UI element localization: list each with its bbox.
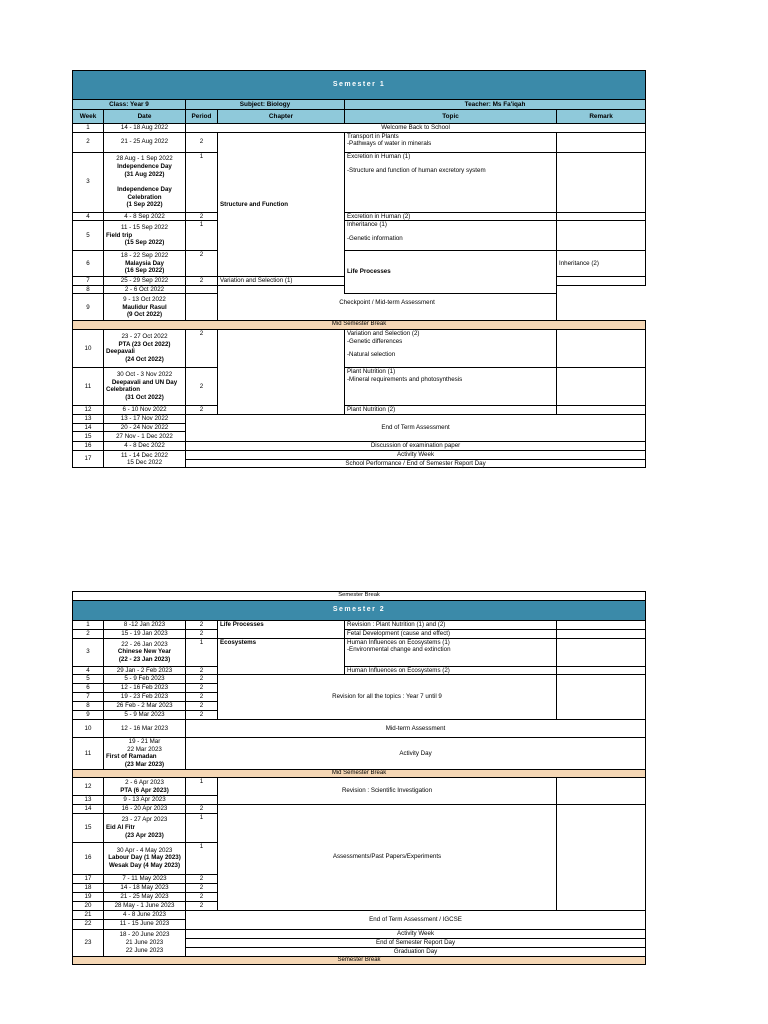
date-line: 28 Aug - 1 Sep 2022 bbox=[116, 155, 173, 163]
date-cell bbox=[104, 813, 186, 842]
week-cell: 2 bbox=[73, 132, 104, 152]
holiday-line: Labour Day (1 May 2023) bbox=[108, 854, 181, 862]
col-date: Date bbox=[104, 110, 186, 124]
table-row bbox=[73, 285, 646, 294]
period-cell: 2 bbox=[186, 329, 218, 367]
period-chapter-cell bbox=[186, 294, 345, 321]
date-cell: 11 - 15 June 2023 bbox=[104, 919, 186, 929]
date-line: 15 Dec 2022 bbox=[126, 459, 163, 467]
date-cell: 26 Feb - 2 Mar 2023 bbox=[104, 702, 186, 711]
date-cell bbox=[104, 152, 186, 212]
table-row bbox=[73, 666, 646, 675]
table-row bbox=[73, 251, 646, 277]
date-cell: 9 - 13 Apr 2023 bbox=[104, 796, 186, 805]
week-cell: 9 bbox=[73, 294, 104, 321]
period-cell: 2 bbox=[186, 883, 218, 892]
holiday-line: Celebration bbox=[127, 193, 162, 201]
week-cell: 5 bbox=[73, 221, 104, 251]
period-cell: 2 bbox=[186, 874, 218, 883]
period-cell: 2 bbox=[186, 405, 218, 414]
date-cell: 12 - 16 Mar 2023 bbox=[104, 720, 186, 738]
table-row bbox=[73, 367, 646, 405]
date-line: 21 June 2023 bbox=[125, 938, 164, 946]
week-cell: 12 bbox=[73, 778, 104, 796]
table-row bbox=[73, 451, 646, 468]
topic-cell: Human Influences on Ecosystems (2) bbox=[345, 666, 557, 675]
table-row bbox=[73, 212, 646, 221]
period-cell: 2 bbox=[186, 251, 218, 277]
remark-cell bbox=[557, 212, 646, 221]
holiday-line: (24 Oct 2022) bbox=[125, 356, 164, 364]
table-row bbox=[73, 929, 646, 956]
topic-line: -Pathways of water in minerals bbox=[347, 140, 432, 148]
date-cell: 8 -12 Jan 2023 bbox=[104, 620, 186, 629]
topic-cell: Fetal Development (cause and effect) bbox=[345, 629, 557, 638]
topic-cell bbox=[345, 152, 557, 212]
date-cell: 25 - 29 Sep 2022 bbox=[104, 277, 186, 286]
week-cell: 8 bbox=[73, 285, 104, 294]
date-cell: 4 - 8 Dec 2022 bbox=[104, 442, 186, 451]
holiday-line: (16 Sep 2022) bbox=[124, 267, 165, 275]
holiday-line: Eid Al Fitr bbox=[106, 823, 135, 831]
date-cell: 21 - 25 Aug 2022 bbox=[104, 132, 186, 152]
col-week: Week bbox=[73, 110, 104, 124]
remark-cell bbox=[557, 778, 646, 805]
remark-cell bbox=[557, 152, 646, 212]
topic-line: -Mineral requirements and photosynthesis bbox=[347, 375, 463, 383]
date-line: 22 - 26 Jan 2023 bbox=[121, 640, 168, 648]
date-cell: 7 - 11 May 2023 bbox=[104, 874, 186, 883]
date-cell: 2 - 6 Oct 2022 bbox=[104, 285, 186, 294]
date-cell: 14 - 18 Aug 2022 bbox=[104, 124, 186, 133]
period-cell: 2 bbox=[186, 804, 218, 813]
date-cell: 6 - 10 Nov 2022 bbox=[104, 405, 186, 414]
date-cell: 12 - 16 Feb 2023 bbox=[104, 684, 186, 693]
week-cell: 6 bbox=[73, 251, 104, 277]
remark-cell bbox=[557, 620, 646, 629]
table-row bbox=[73, 720, 646, 738]
semester-1-table bbox=[72, 70, 645, 468]
date-line: 18 - 20 June 2023 bbox=[119, 931, 170, 939]
mid-semester-break: Mid Semester Break bbox=[73, 769, 646, 778]
topic-cell bbox=[345, 638, 557, 666]
holiday-line: (22 - 23 Jan 2023) bbox=[118, 655, 171, 663]
week-cell: 2 bbox=[73, 629, 104, 638]
period-cell: 2 bbox=[186, 684, 218, 693]
remark-cell bbox=[557, 367, 646, 405]
table-row bbox=[73, 629, 646, 638]
remark-cell bbox=[557, 675, 646, 720]
week-cell: 10 bbox=[73, 720, 104, 738]
table-row bbox=[73, 152, 646, 212]
holiday-line: PTA (23 Oct 2022) bbox=[118, 340, 171, 348]
week-cell: 6 bbox=[73, 684, 104, 693]
holiday-line: (23 Mar 2023) bbox=[124, 760, 165, 768]
week-cell: 15 bbox=[73, 432, 104, 442]
week-cell: 17 bbox=[73, 874, 104, 883]
date-cell bbox=[104, 451, 186, 468]
date-cell bbox=[104, 778, 186, 796]
remark-cell bbox=[557, 277, 646, 286]
subject-label: Subject: Biology bbox=[186, 100, 345, 110]
event-line: PTA (6 Apr 2023) bbox=[120, 786, 169, 794]
week-cell: 15 bbox=[73, 813, 104, 842]
topic-cell: Excretion in Human (2) bbox=[345, 212, 557, 221]
date-cell: 21 - 25 May 2023 bbox=[104, 892, 186, 901]
week-cell: 21 bbox=[73, 910, 104, 919]
week-cell: 11 bbox=[73, 738, 104, 769]
period-cell: 1 bbox=[186, 152, 218, 212]
week-cell: 5 bbox=[73, 675, 104, 684]
week-cell: 22 bbox=[73, 919, 104, 929]
date-cell bbox=[104, 251, 186, 277]
period-cell: 1 bbox=[186, 778, 218, 796]
holiday-line: (31 Oct 2022) bbox=[125, 394, 164, 402]
topic-line: Graduation Day bbox=[393, 947, 438, 955]
date-cell bbox=[104, 842, 186, 874]
topic-cell bbox=[186, 451, 646, 468]
period-cell: 1 bbox=[186, 813, 218, 842]
period-cell: 2 bbox=[186, 367, 218, 405]
date-line: 30 Apr - 4 May 2023 bbox=[116, 846, 173, 854]
topic-cell: Plant Nutrition (2) bbox=[345, 405, 557, 414]
week-cell: 9 bbox=[73, 711, 104, 720]
week-cell: 7 bbox=[73, 693, 104, 702]
col-remark: Remark bbox=[557, 110, 646, 124]
date-cell bbox=[104, 638, 186, 666]
table-row bbox=[73, 910, 646, 919]
topic-cell: Revision : Scientific Investigation bbox=[218, 778, 557, 805]
topic-cell: Activity Day bbox=[186, 738, 646, 769]
topic-cell: Variation and Selection (1) bbox=[218, 277, 345, 286]
period-cell: 2 bbox=[186, 212, 218, 221]
week-cell: 8 bbox=[73, 702, 104, 711]
holiday-line: First of Ramadan bbox=[106, 753, 157, 761]
table-row bbox=[73, 778, 646, 796]
date-cell: 16 - 20 Apr 2023 bbox=[104, 804, 186, 813]
topic-line: Excretion in Human (1) bbox=[347, 152, 411, 160]
week-cell: 18 bbox=[73, 883, 104, 892]
class-label: Class: Year 9 bbox=[73, 100, 186, 110]
revision-cell: Revision for all the topics : Year 7 until 9 bbox=[218, 675, 557, 720]
date-cell bbox=[104, 294, 186, 321]
date-cell: 19 - 23 Feb 2023 bbox=[104, 693, 186, 702]
topic-cell bbox=[186, 929, 646, 956]
period-cell: 2 bbox=[186, 132, 218, 152]
period-cell: 2 bbox=[186, 901, 218, 910]
week-cell: 17 bbox=[73, 451, 104, 468]
week-cell: 7 bbox=[73, 277, 104, 286]
remark-cell bbox=[557, 629, 646, 638]
semester-2-table bbox=[72, 591, 645, 965]
date-cell: 29 Jan - 2 Feb 2023 bbox=[104, 666, 186, 675]
date-cell bbox=[104, 221, 186, 251]
topic-line: End of Semester Report Day bbox=[186, 939, 646, 948]
week-cell: 10 bbox=[73, 329, 104, 367]
topic-line: -Genetic differences bbox=[347, 337, 403, 345]
holiday-line: Independence Day bbox=[117, 186, 172, 194]
semester-title: Semester 2 bbox=[73, 600, 646, 620]
period-cell: 2 bbox=[186, 277, 218, 286]
chapter-cell: Structure and Function bbox=[218, 132, 345, 277]
week-cell: 16 bbox=[73, 442, 104, 451]
date-line: 19 - 21 Mar bbox=[128, 738, 161, 746]
topic-cell: Discussion of examination paper bbox=[186, 442, 646, 451]
period-cell: 2 bbox=[186, 666, 218, 675]
date-cell: 5 - 9 Mar 2023 bbox=[104, 711, 186, 720]
col-chapter: Chapter bbox=[218, 110, 345, 124]
week-cell: 23 bbox=[73, 929, 104, 956]
holiday-line: Independence Day bbox=[117, 162, 172, 170]
topic-cell: Assessments/Past Papers/Experiments bbox=[218, 804, 557, 910]
date-cell: 4 - 8 Sep 2022 bbox=[104, 212, 186, 221]
week-cell: 11 bbox=[73, 367, 104, 405]
topic-line: -Natural selection bbox=[347, 351, 396, 359]
date-line: 23 - 27 Apr 2023 bbox=[121, 816, 168, 824]
topic-line: Human Influences on Ecosystems (1) bbox=[347, 638, 450, 646]
semester-break-top: Semester Break bbox=[73, 592, 646, 601]
topic-line: Inheritance (1) bbox=[347, 221, 387, 229]
week-cell: 20 bbox=[73, 901, 104, 910]
date-cell: 5 - 9 Feb 2023 bbox=[104, 675, 186, 684]
date-line: 22 Mar 2023 bbox=[127, 745, 162, 753]
date-cell: 15 - 19 Jan 2023 bbox=[104, 629, 186, 638]
holiday-line: Maulidur Rasul bbox=[122, 303, 167, 311]
date-cell: 20 - 24 Nov 2022 bbox=[104, 423, 186, 432]
assessment-cell: End of Term Assessment / IGCSE bbox=[186, 910, 646, 929]
remark-cell bbox=[557, 666, 646, 675]
topic-cell bbox=[345, 132, 557, 152]
holiday-line: (23 Apr 2023) bbox=[125, 831, 164, 839]
holiday-line: (1 Sep 2022) bbox=[126, 201, 163, 209]
table-row bbox=[73, 414, 646, 423]
semester-break-end: Semester Break bbox=[73, 956, 646, 965]
topic-line: School Performance / End of Semester Report Day bbox=[345, 459, 486, 467]
date-line: 22 June 2023 bbox=[125, 946, 164, 954]
remark-cell bbox=[557, 638, 646, 666]
holiday-line: Wesak Day (4 May 2023) bbox=[108, 862, 181, 870]
date-cell bbox=[104, 738, 186, 769]
week-cell: 12 bbox=[73, 405, 104, 414]
period-cell: 1 bbox=[186, 842, 218, 874]
date-cell: 28 May - 1 June 2023 bbox=[104, 901, 186, 910]
date-cell: 13 - 17 Nov 2022 bbox=[104, 414, 186, 423]
event-line: Field trip bbox=[106, 231, 133, 239]
topic-line: Plant Nutrition (1) bbox=[347, 367, 396, 375]
table-row bbox=[73, 329, 646, 367]
topic-cell bbox=[345, 367, 557, 405]
week-cell: 1 bbox=[73, 124, 104, 133]
period-cell: 2 bbox=[186, 620, 218, 629]
date-line: 2 - 6 Apr 2023 bbox=[125, 779, 164, 787]
date-line: 18 - 22 Sep 2022 bbox=[120, 252, 169, 260]
holiday-line: Deepavali and UN Day bbox=[111, 378, 178, 386]
date-line: 30 Oct - 3 Nov 2022 bbox=[116, 371, 173, 379]
period-cell: 2 bbox=[186, 629, 218, 638]
week-cell: 4 bbox=[73, 212, 104, 221]
topic-cell bbox=[345, 329, 557, 367]
date-line: 11 - 14 Dec 2022 bbox=[120, 451, 168, 459]
date-cell: 14 - 18 May 2023 bbox=[104, 883, 186, 892]
remark-cell bbox=[557, 132, 646, 152]
remark-cell bbox=[557, 804, 646, 910]
topic-line: -Environmental change and extinction bbox=[347, 646, 451, 654]
remark-cell bbox=[557, 221, 646, 251]
period-cell: 2 bbox=[186, 702, 218, 711]
remark-cell bbox=[557, 405, 646, 414]
chapter-cell bbox=[218, 329, 345, 414]
week-cell: 4 bbox=[73, 666, 104, 675]
topic-cell: Welcome Back to School bbox=[186, 124, 646, 133]
date-cell bbox=[104, 367, 186, 405]
topic-cell bbox=[345, 221, 557, 251]
period-cell: 1 bbox=[186, 221, 218, 251]
topic-cell: Mid-term Assessment bbox=[186, 720, 646, 738]
date-cell bbox=[104, 929, 186, 956]
col-period: Period bbox=[186, 110, 218, 124]
week-cell: 1 bbox=[73, 620, 104, 629]
holiday-line: Malaysia Day bbox=[125, 259, 164, 267]
holiday-line: Deepavali bbox=[106, 348, 135, 356]
assessment-cell: End of Term Assessment bbox=[186, 414, 646, 441]
topic-cell: Revision : Plant Nutrition (1) and (2) bbox=[345, 620, 557, 629]
week-cell: 14 bbox=[73, 423, 104, 432]
mid-semester-break: Mid Semester Break bbox=[73, 321, 646, 330]
topic-line: Activity Week bbox=[186, 930, 646, 939]
holiday-line: (31 Aug 2022) bbox=[124, 170, 165, 178]
topic-line: Variation and Selection (2) bbox=[347, 329, 420, 337]
teacher-label: Teacher: Ms Fa'iqah bbox=[345, 100, 646, 110]
chapter-cell: Ecosystems bbox=[218, 638, 345, 675]
table-row bbox=[73, 675, 646, 684]
date-cell: 27 Nov - 1 Dec 2022 bbox=[104, 432, 186, 442]
week-cell: 13 bbox=[73, 414, 104, 423]
table-row bbox=[73, 620, 646, 629]
chapter-cell: Life Processes bbox=[345, 251, 557, 294]
week-cell: 13 bbox=[73, 796, 104, 805]
date-line: 9 - 13 Oct 2022 bbox=[123, 295, 166, 303]
topic-cell: Inheritance (2) bbox=[557, 251, 646, 277]
table-row bbox=[73, 638, 646, 666]
period-cell: 2 bbox=[186, 693, 218, 702]
week-cell: 14 bbox=[73, 804, 104, 813]
week-cell: 3 bbox=[73, 152, 104, 212]
period-cell: 1 bbox=[186, 638, 218, 666]
week-cell: 16 bbox=[73, 842, 104, 874]
topic-line: Activity Week bbox=[186, 451, 646, 460]
topic-line: -Structure and function of human excretory system bbox=[347, 167, 486, 175]
remark-cell bbox=[557, 329, 646, 367]
table-row bbox=[73, 804, 646, 813]
holiday-line: Celebration bbox=[106, 386, 141, 394]
assessment-cell: Checkpoint / Mid-term Assessment bbox=[218, 285, 557, 321]
table-row bbox=[73, 738, 646, 769]
week-cell: 19 bbox=[73, 892, 104, 901]
table-row bbox=[73, 442, 646, 451]
table-row bbox=[73, 221, 646, 251]
date-cell: 4 - 8 June 2023 bbox=[104, 910, 186, 919]
period-cell bbox=[186, 285, 218, 294]
date-line: 11 - 15 Sep 2022 bbox=[120, 224, 168, 232]
topic-line: Transport in Plants bbox=[347, 132, 399, 140]
week-cell: 3 bbox=[73, 638, 104, 666]
period-cell: 2 bbox=[186, 711, 218, 720]
holiday-line: (9 Oct 2022) bbox=[126, 311, 163, 319]
date-line: 23 - 27 Oct 2022 bbox=[121, 333, 168, 341]
table-row bbox=[73, 405, 646, 414]
chapter-cell: Life Processes bbox=[218, 620, 345, 638]
event-line: (15 Sep 2022) bbox=[124, 239, 165, 247]
date-cell bbox=[104, 329, 186, 367]
table-row bbox=[73, 124, 646, 133]
col-topic: Topic bbox=[345, 110, 557, 124]
period-cell: 2 bbox=[186, 892, 218, 901]
period-cell bbox=[186, 796, 218, 805]
semester-title: Semester 1 bbox=[73, 71, 646, 100]
topic-line: -Genetic information bbox=[347, 234, 403, 242]
table-row bbox=[73, 132, 646, 152]
period-cell: 2 bbox=[186, 675, 218, 684]
holiday-line: Chinese New Year bbox=[117, 648, 172, 656]
